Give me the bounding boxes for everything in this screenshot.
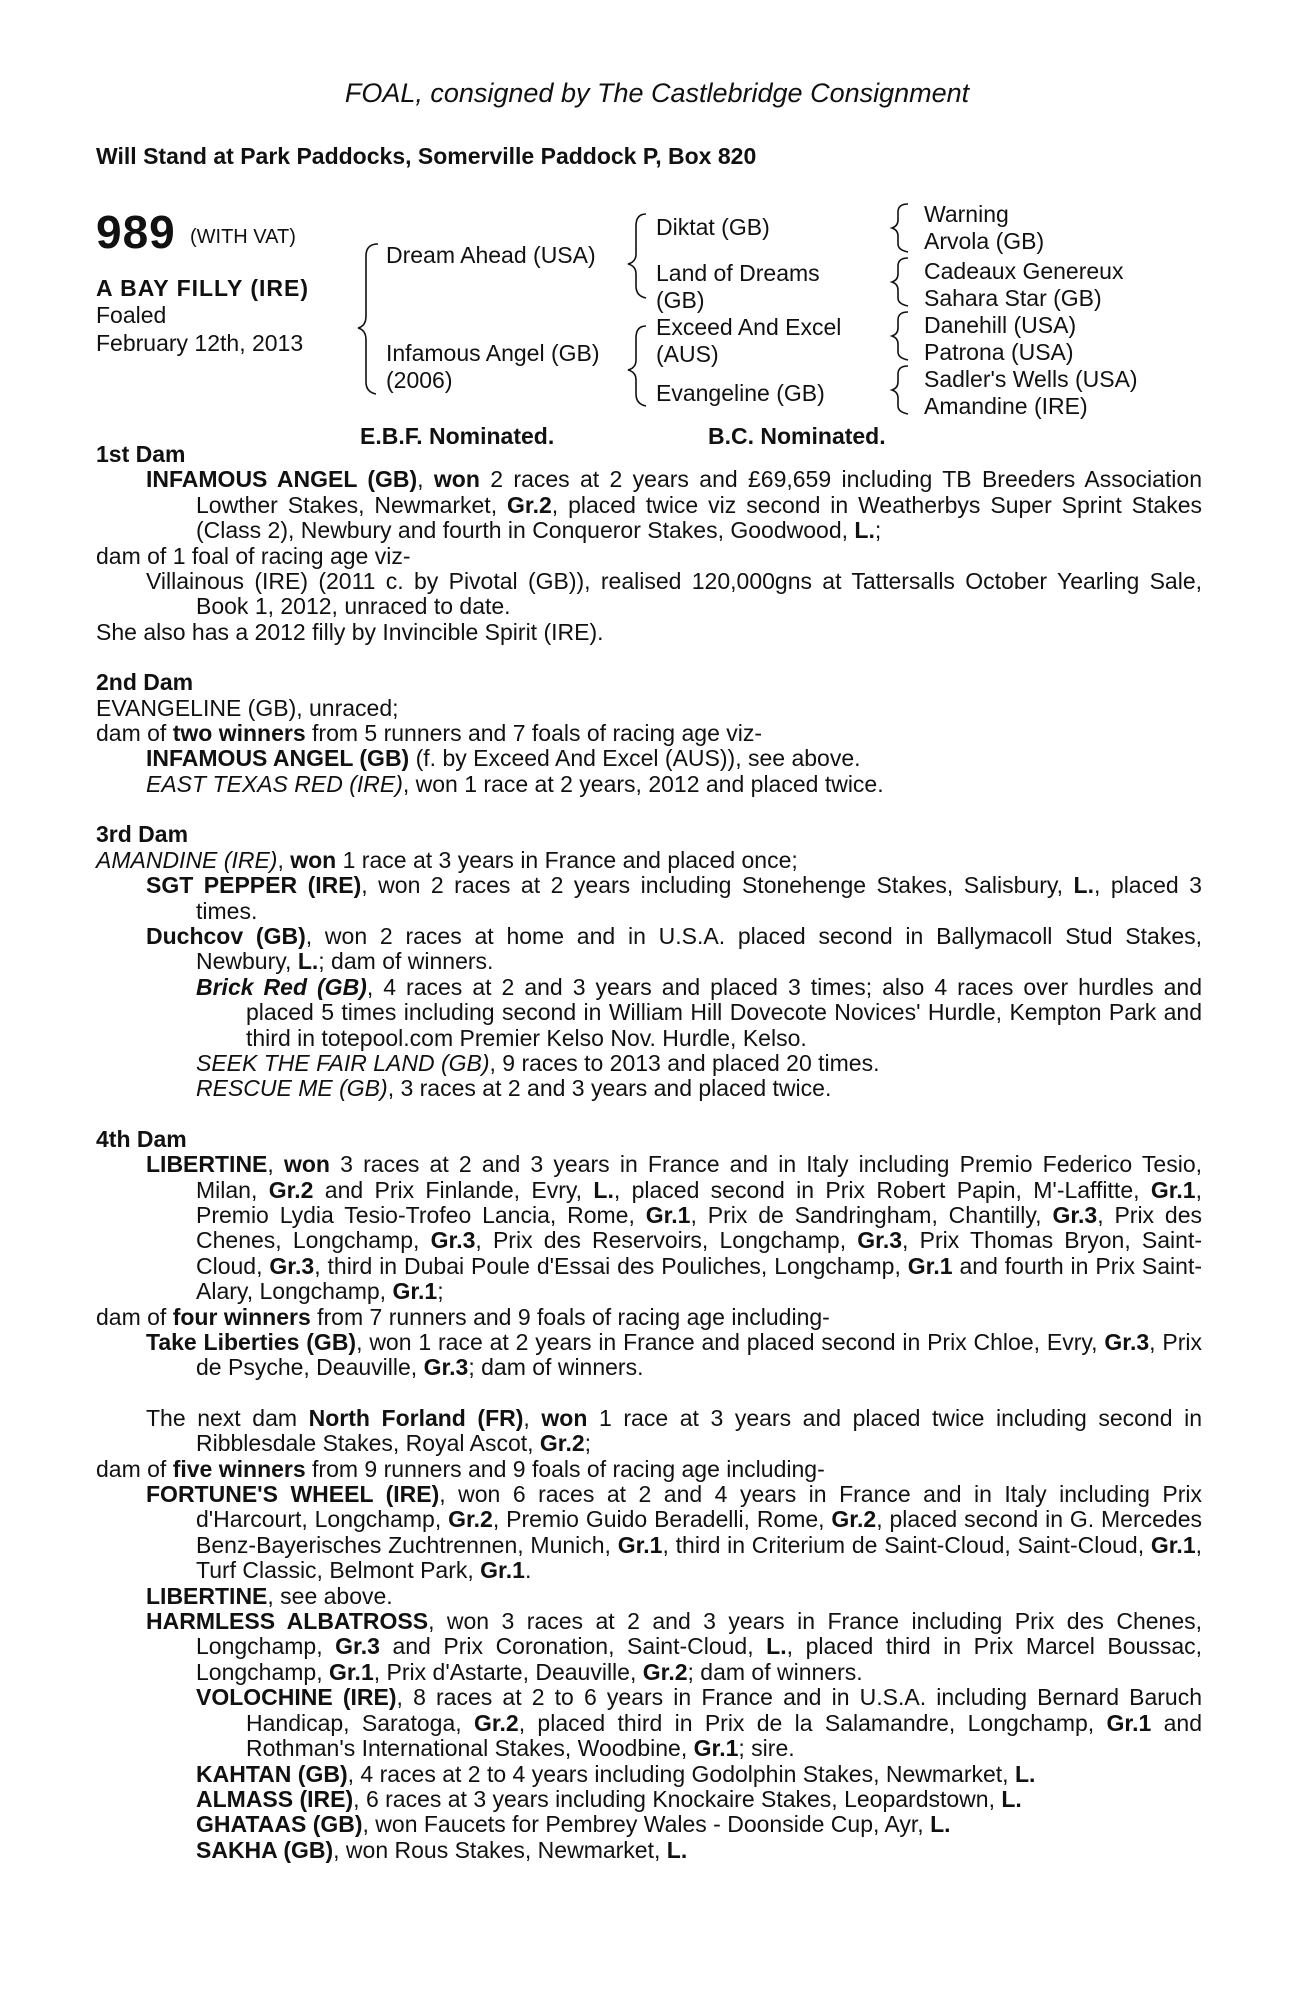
produce-entry: FORTUNE'S WHEEL (IRE), won 6 races at 2 and 4 years in France and in Italy including Prix d'Harcourt, Longchamp, Gr.2, Premio Guido Beradelli, Rome, Gr.2, placed second in G. Mercedes Benz-Bayerisches Zuchtrennen, Munich, Gr.1, third in Criterium de Saint-Cloud, Saint-Cloud, Gr.1, Turf Classic, Belmont Park, Gr.1. — [146, 1481, 1203, 1584]
catalogue-header: FOAL, consigned by The Castlebridge Consignment — [344, 78, 970, 108]
fourth-dam-heading: 4th Dam — [96, 1125, 187, 1152]
foaled-label: Foaled — [96, 302, 167, 328]
pedigree-dam: Infamous Angel (GB) — [386, 340, 600, 366]
produce-entry: SEEK THE FAIR LAND (GB), 9 races to 2013 and placed 20 times. — [196, 1049, 880, 1076]
pedigree-gen3-8: Amandine (IRE) — [924, 393, 1088, 419]
pedigree-dam-dam: Evangeline (GB) — [656, 380, 825, 406]
produce-entry: KAHTAN (GB), 4 races at 2 to 4 years including Godolphin Stakes, Newmarket, L. — [196, 1760, 1036, 1787]
stand-location: Will Stand at Park Paddocks, Somerville Paddock P, Box 820 — [96, 143, 757, 169]
pedigree-dam-sire-country: (AUS) — [656, 341, 719, 367]
next-dam-produce-intro: dam of five winners from 9 runners and 9 foals of racing age including- — [96, 1455, 825, 1482]
first-dam-produce-intro: dam of 1 foal of racing age viz- — [96, 542, 411, 569]
pedigree-gen3-3: Cadeaux Genereux — [924, 258, 1124, 284]
next-dam-summary: The next dam North Forland (FR), won 1 race at 3 years and placed twice including second in Ribblesdale Stakes, Royal Ascot, Gr.2; — [146, 1404, 1203, 1457]
ebf-nomination: E.B.F. Nominated. — [360, 423, 555, 449]
pedigree-gen3-2: Arvola (GB) — [924, 228, 1045, 254]
first-dam-note: She also has a 2012 filly by Invincible Spirit (IRE). — [96, 618, 604, 645]
pedigree-gen3-4: Sahara Star (GB) — [924, 285, 1102, 311]
produce-entry: Duchcov (GB), won 2 races at home and in U.S.A. placed second in Ballymacoll Stud Stakes, Newbury, L.; dam of winners. — [146, 922, 1202, 975]
fourth-dam-summary: LIBERTINE, won 3 races at 2 and 3 years in France and in Italy including Premio Federico Tesio, Milan, Gr.2 and Prix Finlande, Evry, L., placed second in Prix Robert Papin, M'-Laffitte, Gr.1, Premio Lydia Tesio-Trofeo Lancia, Rome, Gr.1, Prix de Sandringham, Chantilly, Gr.3, Prix des Chenes, Longchamp, Gr.3, Prix des Reservoirs, Longchamp, Gr.3, Prix Thomas Bryon, Saint-Cloud, Gr.3, third in Dubai Poule d'Essai des Pouliches, Longchamp, Gr.1 and fourth in Prix Saint-Alary, Longchamp, Gr.1; — [146, 1151, 1203, 1305]
third-dam-heading: 3rd Dam — [96, 821, 189, 848]
pedigree-sire-dam: Land of Dreams — [656, 260, 820, 286]
produce-entry: Villainous (IRE) (2011 c. by Pivotal (GB)), realised 120,000gns at Tattersalls October Yearling Sale, Book 1, 2012, unraced to date. — [146, 568, 1202, 620]
produce-entry: ALMASS (IRE), 6 races at 3 years including Knockaire Stakes, Leopardstown, L. — [196, 1785, 1022, 1812]
pedigree-gen3-5: Danehill (USA) — [924, 312, 1077, 338]
pedigree-gen3-1: Warning — [924, 201, 1009, 227]
produce-entry: HARMLESS ALBATROSS, won 3 races at 2 and 3 years in France including Prix des Chenes, Longchamp, Gr.3 and Prix Coronation, Saint-Cloud, L., placed third in Prix Marcel Boussac, Longchamp, Gr.1, Prix d'Astarte, Deauville, Gr.2; dam of winners. — [146, 1608, 1202, 1685]
produce-entry: Brick Red (GB), 4 races at 2 and 3 years and placed 3 times; also 4 races over hurdles and placed 5 times including second in William Hill Dovecote Novices' Hurdle, Kempton Park and third in totepool.com Premier Kelso Nov. Hurdle, Kelso. — [196, 973, 1202, 1051]
first-dam-heading: 1st Dam — [96, 441, 186, 467]
next-dam-produce-list — [96, 1482, 1202, 1863]
third-dam-summary: AMANDINE (IRE), won 1 race at 3 years in France and placed once; — [96, 846, 798, 873]
foaled-date: February 12th, 2013 — [96, 330, 304, 356]
second-dam-produce-intro: dam of two winners from 5 runners and 7 foals of racing age viz- — [96, 720, 763, 747]
pedigree-sire-sire: Diktat (GB) — [656, 214, 770, 240]
first-dam-summary: INFAMOUS ANGEL (GB), won 2 races at 2 years and £69,659 including TB Breeders Association Lowther Stakes, Newmarket, Gr.2, placed twice viz second in Weatherbys Super Sprint Stakes (Class 2), Newbury and fourth in Conqueror Stakes, Goodwood, L.; — [146, 466, 1202, 544]
bc-nomination: B.C. Nominated. — [708, 423, 886, 449]
pedigree-sire-dam-country: (GB) — [656, 287, 705, 313]
produce-entry: SAKHA (GB), won Rous Stakes, Newmarket, L. — [196, 1836, 688, 1863]
produce-entry: INFAMOUS ANGEL (GB) (f. by Exceed And Excel (AUS)), see above. — [146, 745, 861, 772]
pedigree-gen3-6: Patrona (USA) — [924, 339, 1074, 365]
produce-entry: GHATAAS (GB), won Faucets for Pembrey Wales - Doonside Cup, Ayr, L. — [196, 1811, 951, 1838]
pedigree-dam-sire: Exceed And Excel — [656, 314, 842, 340]
catalogue-body — [96, 442, 1202, 1863]
produce-entry: Take Liberties (GB), won 1 race at 2 years in France and placed second in Prix Chloe, Evry, Gr.3, Prix de Psyche, Deauville, Gr.3; dam of winners. — [146, 1329, 1202, 1381]
second-dam-heading: 2nd Dam — [96, 669, 194, 696]
pedigree-sire: Dream Ahead (USA) — [386, 242, 596, 268]
produce-entry: EAST TEXAS RED (IRE), won 1 race at 2 years, 2012 and placed twice. — [146, 770, 884, 797]
second-dam-summary: EVANGELINE (GB), unraced; — [96, 694, 399, 721]
third-dam-produce-list — [96, 873, 1202, 1102]
fourth-dam-produce-intro: dam of four winners from 7 runners and 9 foals of racing age including- — [96, 1303, 830, 1330]
lot-number: 989 — [96, 206, 176, 258]
produce-entry: VOLOCHINE (IRE), 8 races at 2 to 6 years in France and in U.S.A. including Bernard Baruch Handicap, Saratoga, Gr.2, placed third in Prix de la Salamandre, Longchamp, Gr.1 and Rothman's International Stakes, Woodbine, Gr.1; sire. — [196, 1684, 1202, 1762]
horse-description: A BAY FILLY (IRE) — [96, 275, 309, 301]
pedigree-dam-year: (2006) — [386, 367, 453, 393]
pedigree-gen3-7: Sadler's Wells (USA) — [924, 366, 1138, 392]
vat-note: (WITH VAT) — [190, 226, 296, 248]
produce-entry: LIBERTINE, see above. — [146, 1582, 393, 1609]
produce-entry: SGT PEPPER (IRE), won 2 races at 2 years including Stonehenge Stakes, Salisbury, L., placed 3 times. — [146, 872, 1202, 924]
produce-entry: RESCUE ME (GB), 3 races at 2 and 3 years and placed twice. — [196, 1075, 832, 1102]
